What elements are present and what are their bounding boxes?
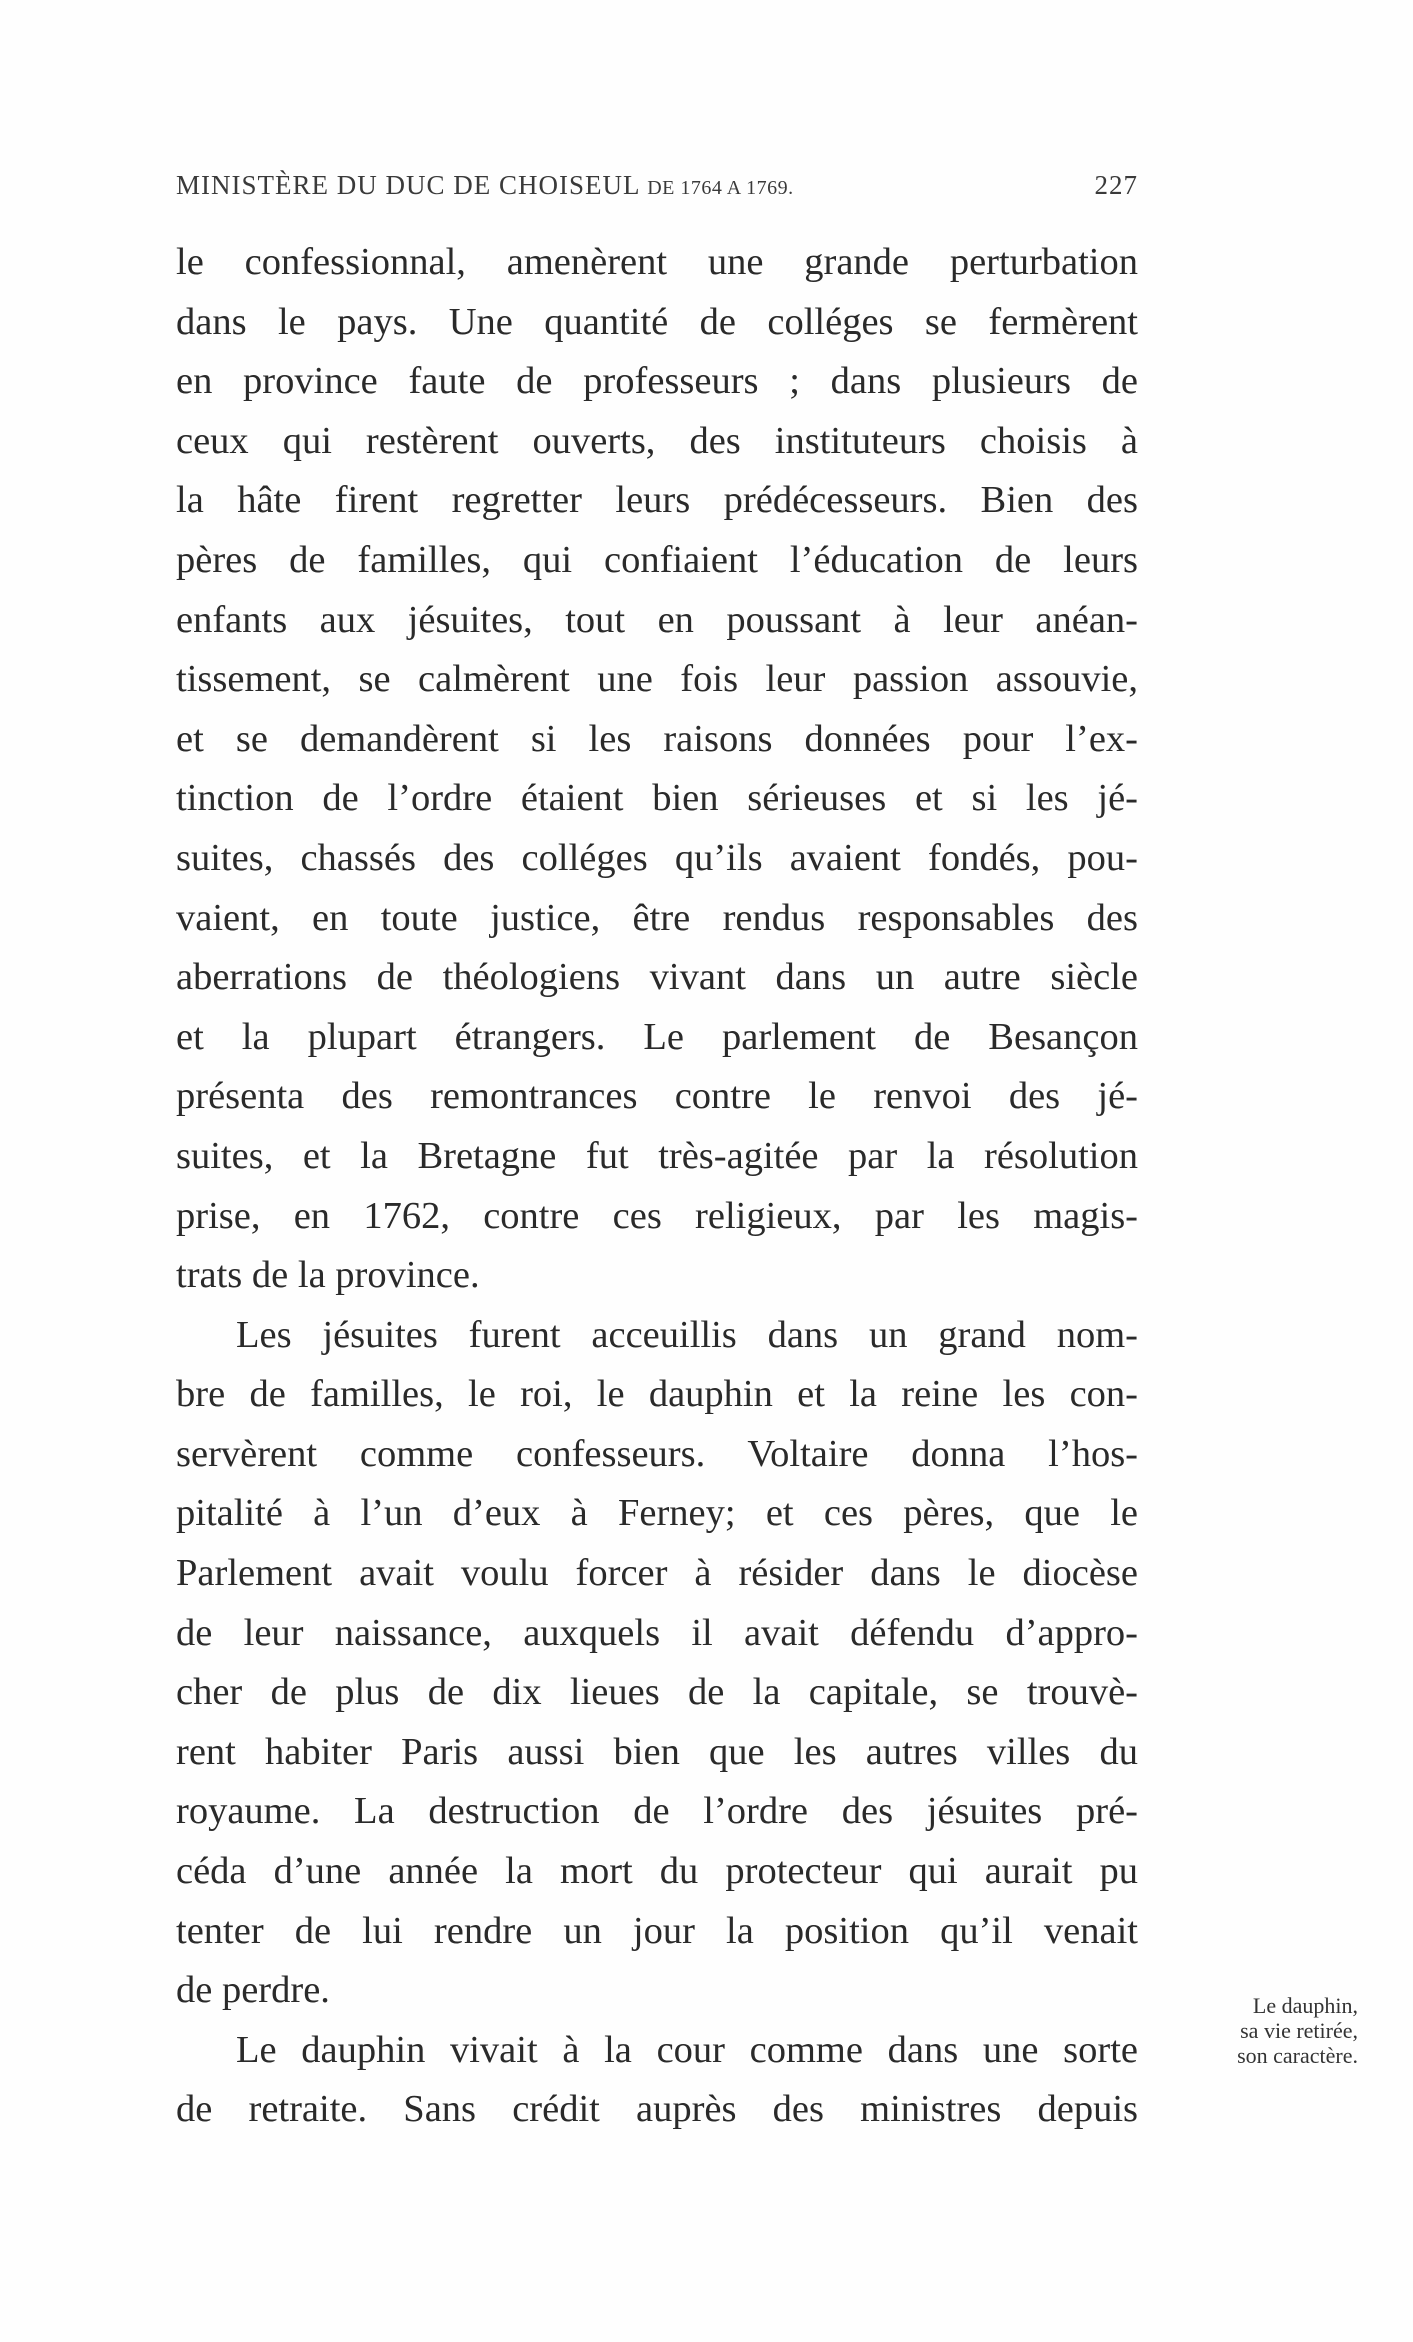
text-line: en province faute de professeurs ; dans plusieurs de — [176, 360, 1138, 403]
text-line: Les jésuites furent acceuillis dans un grand nom- — [236, 1313, 1138, 1356]
margin-note — [1153, 1993, 1358, 2068]
text-line: dans le pays. Une quantité de colléges se fermèrent — [176, 300, 1138, 343]
text-line: pitalité à l’un d’eux à Ferney; et ces pères, que le — [176, 1492, 1138, 1535]
body-text — [176, 233, 1138, 2140]
text-line: de perdre. — [176, 1969, 330, 2012]
running-head — [176, 170, 1138, 210]
text-line: bre de familles, le roi, le dauphin et la reine les con- — [176, 1373, 1138, 1416]
text-line: pères de familles, qui confiaient l’éducation de leurs — [176, 538, 1138, 581]
text-line: la hâte firent regretter leurs prédécesseurs. Bien des — [176, 479, 1138, 522]
text-line: et la plupart étrangers. Le parlement de Besançon — [176, 1015, 1138, 1058]
text-line: tissement, se calmèrent une fois leur passion assouvie, — [176, 658, 1138, 701]
running-title-dates: DE 1764 A 1769. — [647, 177, 794, 199]
text-line: et se demandèrent si les raisons données pour l’ex- — [176, 717, 1138, 760]
text-line: de retraite. Sans crédit auprès des ministres depuis — [176, 2088, 1138, 2131]
margin-note-line: son caractère. — [1237, 2043, 1358, 2068]
text-line: suites, chassés des colléges qu’ils avaient fondés, pou- — [176, 836, 1138, 879]
text-line: vaient, en toute justice, être rendus responsables des — [176, 896, 1138, 939]
text-line: présenta des remontrances contre le renvoi des jé- — [176, 1075, 1138, 1118]
text-line: suites, et la Bretagne fut très-agitée par la résolution — [176, 1134, 1138, 1177]
running-title-main: MINISTÈRE DU DUC DE CHOISEUL — [176, 170, 640, 200]
page-number: 227 — [1094, 170, 1138, 200]
text-line: enfants aux jésuites, tout en poussant à leur anéan- — [176, 598, 1138, 641]
text-line: Parlement avait voulu forcer à résider dans le diocèse — [176, 1552, 1138, 1595]
text-line: Le dauphin vivait à la cour comme dans une sorte — [236, 2028, 1138, 2071]
paragraph-2 — [176, 1306, 1138, 2021]
text-line: ceux qui restèrent ouverts, des instituteurs choisis à — [176, 419, 1138, 462]
text-line: rent habiter Paris aussi bien que les autres villes du — [176, 1730, 1138, 1773]
text-line: le confessionnal, amenèrent une grande perturbation — [176, 241, 1138, 283]
text-line: aberrations de théologiens vivant dans un autre siècle — [176, 956, 1138, 999]
text-line: servèrent comme confesseurs. Voltaire donna l’hos- — [176, 1432, 1138, 1475]
margin-note-line: sa vie retirée, — [1240, 2018, 1358, 2043]
running-title — [176, 170, 794, 201]
text-line: royaume. La destruction de l’ordre des jésuites pré- — [176, 1790, 1138, 1833]
margin-note-line: Le dauphin, — [1252, 1993, 1358, 2018]
text-line: tenter de lui rendre un jour la position qu’il venait — [176, 1909, 1138, 1952]
paragraph-1 — [176, 233, 1138, 1306]
text-line: tinction de l’ordre étaient bien sérieuses et si les jé- — [176, 777, 1138, 820]
paragraph-3 — [176, 2021, 1138, 2140]
text-line: céda d’une année la mort du protecteur qui aurait pu — [176, 1850, 1138, 1893]
text-line: de leur naissance, auxquels il avait défendu d’appro- — [176, 1611, 1138, 1654]
text-line: trats de la province. — [176, 1254, 480, 1297]
text-line: cher de plus de dix lieues de la capitale, se trouvè- — [176, 1671, 1138, 1714]
text-line: prise, en 1762, contre ces religieux, par les magis- — [176, 1194, 1138, 1237]
